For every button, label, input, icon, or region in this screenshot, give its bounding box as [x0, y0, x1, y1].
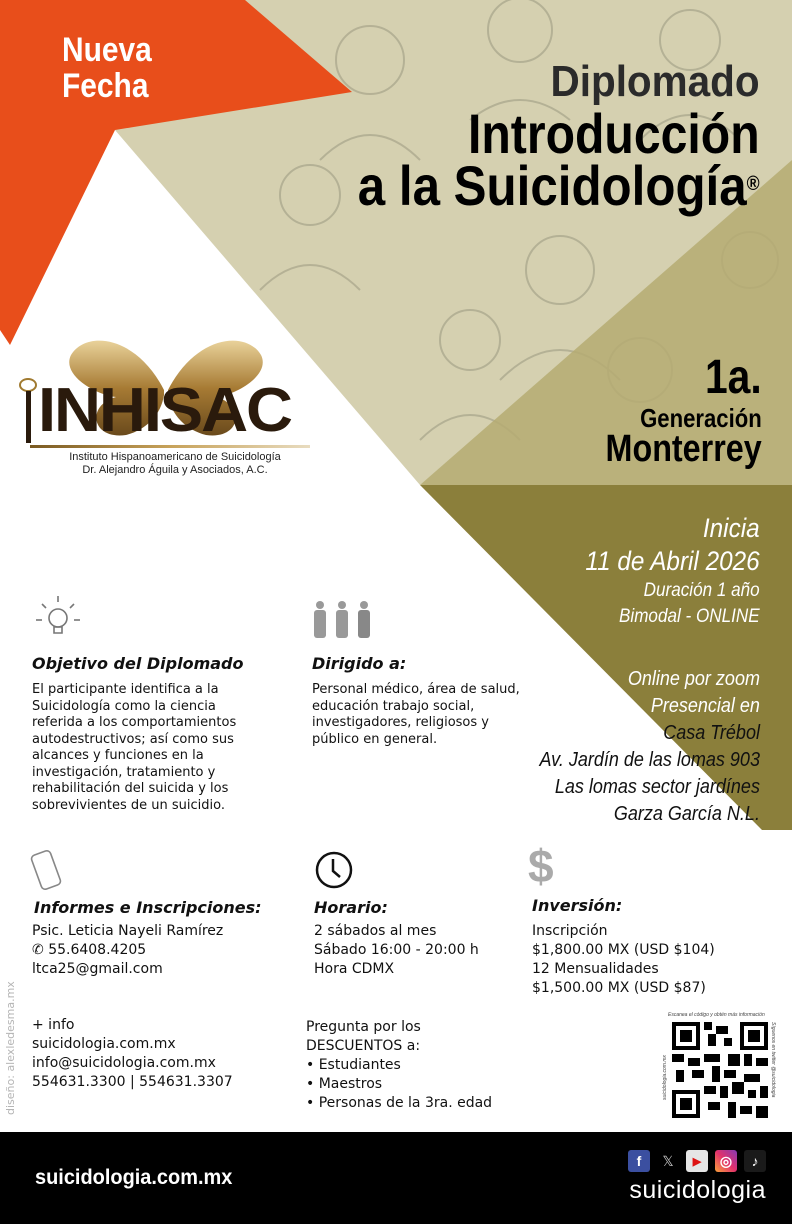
clock-icon: [314, 850, 354, 890]
venue-line: Garza García N.L.: [613, 803, 760, 825]
new-date-badge: [62, 32, 152, 104]
hours-body: 2 sábados al mes Sábado 16:00 - 20:00 h Hora CDMX: [314, 923, 479, 977]
title-introduccion: Introducción: [468, 102, 760, 165]
title-diplomado: Diplomado: [550, 57, 760, 106]
generation-label: Generación: [640, 403, 762, 433]
youtube-icon[interactable]: ▶: [686, 1150, 708, 1172]
social-icons: [628, 1150, 766, 1172]
facebook-icon[interactable]: f: [628, 1150, 650, 1172]
contact-name: Psic. Leticia Nayeli Ramírez: [32, 923, 224, 939]
duration: Duración 1 año: [644, 580, 760, 601]
venue-block: [515, 666, 760, 828]
people-icon: [310, 600, 376, 640]
modality: Bimodal - ONLINE: [619, 606, 760, 627]
course-title: [303, 57, 760, 217]
tiktok-icon[interactable]: ♪: [744, 1150, 766, 1172]
generation-number: 1a.: [705, 351, 762, 404]
venue-line: Av. Jardín de las lomas 903: [539, 749, 760, 771]
footer-brand: suicidologia: [629, 1176, 766, 1204]
more-info: + info suicidologia.com.mx info@suicidologia.com.mx 554631.3300 | 554631.3307: [32, 1017, 233, 1090]
logo-caption: Instituto Hispanoamericano de Suicidología Dr. Alejandro Águila y Asociados, A.C.: [69, 451, 281, 476]
instagram-icon[interactable]: ◎: [715, 1150, 737, 1172]
discount-item: • Maestros: [306, 1076, 383, 1092]
logo-wordmark: INHISAC: [38, 376, 291, 445]
contact-body: [32, 922, 223, 979]
venue-line: Las lomas sector jardínes: [554, 776, 760, 798]
objective-body: El participante identifica a la Suicidología como la ciencia referida a los comportamientos autodestructivos; así como sus alcances y funciones en la investigación, tratamiento y rehabilitación del suicida y los sobrevivientes de un suicidio.: [32, 682, 237, 813]
x-icon[interactable]: 𝕏: [657, 1150, 679, 1172]
phone-icon: ✆: [32, 942, 44, 958]
info-email-link[interactable]: info@suicidologia.com.mx: [32, 1055, 216, 1071]
contact-title: Informes e Inscripciones:: [34, 898, 262, 917]
badge-line-2: Fecha: [62, 67, 149, 105]
title-suicidologia: a la Suicidología®: [358, 154, 760, 217]
qr-code[interactable]: [660, 1010, 780, 1122]
design-credit: diseño: alexledesma.mx: [4, 981, 17, 1115]
discount-item: • Estudiantes: [306, 1057, 401, 1073]
website-link[interactable]: suicidologia.com.mx: [32, 1036, 176, 1052]
lightbulb-icon: [30, 592, 86, 648]
footer-bar: [0, 1132, 792, 1224]
key-icon: [18, 377, 38, 447]
generation-city: Monterrey: [605, 428, 762, 470]
venue-line: Presencial en: [650, 695, 760, 717]
investment-body: Inscripción $1,800.00 MX (USD $104) 12 Mensualidades $1,500.00 MX (USD $87): [532, 923, 715, 996]
hours-title: Horario:: [314, 898, 388, 917]
investment-title: Inversión:: [532, 896, 623, 915]
contact-email[interactable]: ltca25@gmail.com: [32, 961, 163, 977]
qr-side-left: suicidologia.com.mx: [662, 1054, 668, 1100]
objective-title: Objetivo del Diplomado: [32, 654, 244, 673]
audience-body: Personal médico, área de salud, educación trabajo social, investigadores, religiosos y público en general.: [312, 682, 520, 747]
venue-line: Casa Trébol: [663, 722, 760, 744]
footer-website-link[interactable]: suicidologia.com.mx: [35, 1166, 233, 1189]
logo-underline: [30, 445, 310, 448]
audience-title: Dirigido a:: [312, 654, 407, 673]
qr-caption: Escanea el código y obtén más información: [668, 1012, 765, 1018]
dollar-icon: $: [528, 840, 554, 892]
contact-phone-row[interactable]: ✆ 55.6408.4205: [32, 942, 147, 958]
inhisac-logo: [16, 335, 316, 485]
info-phones: 554631.3300 | 554631.3307: [32, 1074, 233, 1090]
start-date-block: [566, 512, 760, 630]
qr-side-right: Síguenos en twitter @suicidologia: [770, 1022, 776, 1098]
smartphone-icon: [30, 848, 72, 894]
starts-label: Inicia: [703, 513, 760, 543]
start-date: 11 de Abril 2026: [585, 546, 760, 576]
registered-mark: ®: [747, 173, 760, 195]
badge-line-1: Nueva: [62, 31, 152, 69]
generation-block: [578, 351, 762, 470]
discount-item: • Personas de la 3ra. edad: [306, 1095, 493, 1111]
qr-code-graphic: [672, 1022, 768, 1118]
venue-line: Online por zoom: [627, 668, 760, 690]
discounts: Pregunta por los DESCUENTOS a: • Estudiantes • Maestros • Personas de la 3ra. edad: [306, 1019, 493, 1111]
